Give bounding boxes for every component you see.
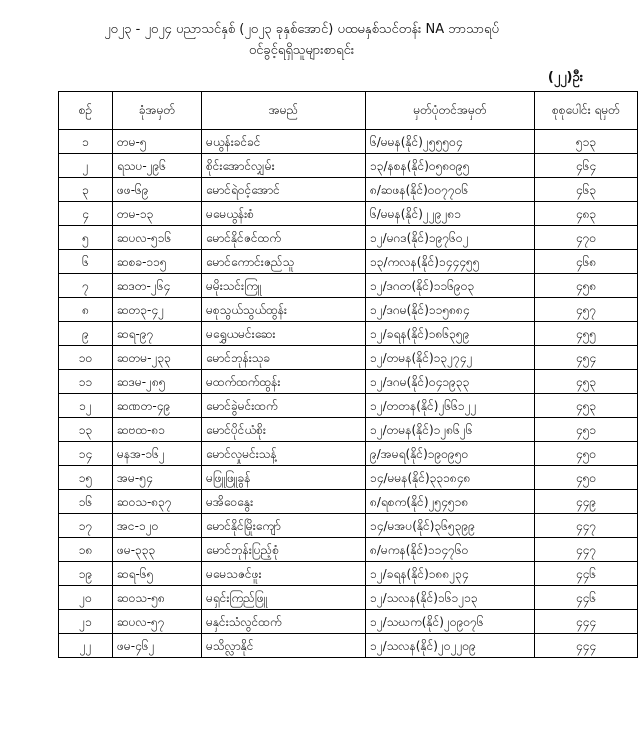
cell-name: မောင်နိုင်ဇင်ထက် [202, 226, 366, 250]
cell-name: မောင်ဘုန်းပြည့်စုံ [202, 538, 366, 562]
cell-nrc: ၁၂/ဒဂတ(နိုင်)၁၁၆၉၀၃ [366, 274, 535, 298]
table-body [59, 130, 638, 658]
cell-serial: ၃ [59, 178, 113, 202]
table-row [59, 346, 638, 370]
cell-roll-number: ဆတ၃-၄၂ [113, 298, 202, 322]
cell-nrc: ၁၄/မအပ(နိုင်)၃၆၅၃၉၉ [366, 514, 535, 538]
cell-serial: ၉ [59, 322, 113, 346]
cell-name: မောင်ခွဲမင်းထက် [202, 394, 366, 418]
cell-roll-number: အမ-၅၄ [113, 466, 202, 490]
table-row [59, 442, 638, 466]
cell-name: မောင်နိုင်မြိုးကျော် [202, 514, 366, 538]
cell-total-score: ၄၆၃ [535, 178, 638, 202]
table-row [59, 202, 638, 226]
cell-total-score: ၄၅၈ [535, 274, 638, 298]
cell-total-score: ၄၄၇ [535, 514, 638, 538]
cell-nrc: ၁၂/တတန(နိုင်)၂၆၆၁၂၂ [366, 394, 535, 418]
cell-total-score: ၄၄၄ [535, 610, 638, 634]
cell-serial: ၅ [59, 226, 113, 250]
cell-roll-number: ဆပလ-၅၇ [113, 610, 202, 634]
table-row [59, 154, 638, 178]
admission-table [58, 91, 638, 658]
cell-roll-number: ဆဝသ-၈၃၇ [113, 490, 202, 514]
cell-total-score: ၄၆၈ [535, 250, 638, 274]
cell-nrc: ၆/မမန(နိုင်)၂၂၉၂၈၁ [366, 202, 535, 226]
cell-total-score: ၄၇၀ [535, 226, 638, 250]
cell-serial: ၂၀ [59, 586, 113, 610]
cell-name: မစုသွယ်သွယ်ထွန်း [202, 298, 366, 322]
cell-total-score: ၄၅၀ [535, 466, 638, 490]
cell-serial: ၁၈ [59, 538, 113, 562]
cell-nrc: ၁၂/တမန(နိုင်)၁၂၈၆၂၆ [366, 418, 535, 442]
cell-total-score: ၄၄၄ [535, 634, 638, 658]
table-row [59, 418, 638, 442]
cell-serial: ၁၉ [59, 562, 113, 586]
cell-roll-number: ဆရ-၆၅ [113, 562, 202, 586]
cell-serial: ၁၃ [59, 418, 113, 442]
cell-name: မရွှေယမင်းဆေး [202, 322, 366, 346]
cell-nrc: ၈/ဆဖန(နိုင်)၀၀၇၇၀၆ [366, 178, 535, 202]
cell-name: မနှင်းသံလွင်ထက် [202, 610, 366, 634]
cell-roll-number: ဆစခ-၁၁၅ [113, 250, 202, 274]
column-header-roll-number: ခုံအမှတ် [113, 92, 202, 130]
table-row [59, 226, 638, 250]
cell-serial: ၈ [59, 298, 113, 322]
table-row [59, 250, 638, 274]
cell-name: မမေယွန်းစံ [202, 202, 366, 226]
table-row [59, 562, 638, 586]
table-header-row [59, 92, 638, 130]
cell-roll-number: ဖမ-၃၃၃ [113, 538, 202, 562]
cell-nrc: ၁၂/တမန(နိုင်)၁၃၂၇၄၂ [366, 346, 535, 370]
cell-serial: ၄ [59, 202, 113, 226]
cell-total-score: ၄၅၃ [535, 394, 638, 418]
column-header-total-score: စုစုပေါင်း ရမှတ် [535, 92, 638, 130]
cell-nrc: ၁၂/သလန(နိုင်)၁၆၁၂၁၃ [366, 586, 535, 610]
cell-serial: ၂၁ [59, 610, 113, 634]
cell-name: မောင်ကောင်းဇည်သူ [202, 250, 366, 274]
cell-total-score: ၄၆၄ [535, 154, 638, 178]
cell-roll-number: ဖမ-၄၆၂ [113, 634, 202, 658]
cell-total-score: ၄၅၇ [535, 298, 638, 322]
cell-serial: ၂ [59, 154, 113, 178]
table-row [59, 634, 638, 658]
cell-nrc: ၁၂/ခရန(နိုင်)၁၈၈၂၃၄ [366, 562, 535, 586]
cell-serial: ၁၅ [59, 466, 113, 490]
cell-nrc: ၁၂/ဒဂမ(နိုင်)၁၁၅၈၈၄ [366, 298, 535, 322]
cell-roll-number: ဖဖ-၆၉ [113, 178, 202, 202]
cell-nrc: ၁၂/သဃက(နိုင်)၂၀၉၀၇၆ [366, 610, 535, 634]
cell-roll-number: တမ-၅ [113, 130, 202, 154]
cell-name: စိုင်းအောင်လျှမ်း [202, 154, 366, 178]
cell-name: မောင်ရဲဝင့်အောင် [202, 178, 366, 202]
cell-nrc: ၁၂/မဂဒ(နိုင်)၁၉၇၆၀၂ [366, 226, 535, 250]
cell-roll-number: ဆဒတ-၂၆၄ [113, 274, 202, 298]
table-row [59, 130, 638, 154]
cell-nrc: ၁၃/ကလန(နိုင်)၁၄၄၄၅၅ [366, 250, 535, 274]
cell-nrc: ၆/မမန(နိုင်)၂၅၅၅၀၄ [366, 130, 535, 154]
cell-roll-number: ရသပ-၂၉၆ [113, 154, 202, 178]
cell-serial: ၁၆ [59, 490, 113, 514]
column-header-name: အမည် [202, 92, 366, 130]
cell-total-score: ၄၅၃ [535, 370, 638, 394]
cell-name: မောင်လှုမင်းသန့် [202, 442, 366, 466]
cell-roll-number: တမ-၁၃ [113, 202, 202, 226]
cell-total-score: ၄၅၄ [535, 346, 638, 370]
table-row [59, 490, 638, 514]
table-row [59, 298, 638, 322]
cell-name: မထက်ထက်ထွန်း [202, 370, 366, 394]
cell-total-score: ၄၅၁ [535, 418, 638, 442]
cell-total-score: ၄၈၃ [535, 202, 638, 226]
cell-total-score: ၄၄၆ [535, 586, 638, 610]
cell-nrc: ၁၂/ခရန(နိုင်)၁၈၆၃၅၉ [366, 322, 535, 346]
cell-serial: ၁၄ [59, 442, 113, 466]
cell-name: မအိဝေနွေး [202, 490, 366, 514]
document-title: ၂၀၂၃ - ၂၀၂၄ ပညာသင်နှစ် (၂၀၂၃ ခုနှစ်အောင်) ပထမနှစ်သင်တန်း NA ဘာသာရပ် [104, 22, 499, 37]
table-row [59, 178, 638, 202]
cell-serial: ၇ [59, 274, 113, 298]
table-row [59, 322, 638, 346]
table-row [59, 538, 638, 562]
cell-name: မမေသဇင်ဖူး [202, 562, 366, 586]
cell-roll-number: မနအ-၁၆၂ [113, 442, 202, 466]
cell-roll-number: ဆတမ-၂၃၃ [113, 346, 202, 370]
cell-name: မယွန်းခင်ခင် [202, 130, 366, 154]
cell-roll-number: အင-၁၂၀ [113, 514, 202, 538]
table-row [59, 394, 638, 418]
column-header-serial: စဉ် [59, 92, 113, 130]
cell-nrc: ၈/မကန(နိုင်)၁၁၄၇၆၀ [366, 538, 535, 562]
cell-total-score: ၄၄၆ [535, 562, 638, 586]
cell-serial: ၁၂ [59, 394, 113, 418]
cell-name: မောင်ဘုန်းသုခ [202, 346, 366, 370]
cell-serial: ၁ [59, 130, 113, 154]
cell-roll-number: ဆပလ-၅၁၆ [113, 226, 202, 250]
cell-nrc: ၉/အမရ(နိုင်)၁၉၀၉၅၀ [366, 442, 535, 466]
cell-serial: ၆ [59, 250, 113, 274]
document-subtitle: ဝင်ခွင့်ရရှိသူများစာရင်း [248, 43, 355, 58]
table-row [59, 586, 638, 610]
cell-nrc: ၈/ရစက(နိုင်)၂၅၄၅၁၈ [366, 490, 535, 514]
cell-roll-number: ဆဝသ-၅၈ [113, 586, 202, 610]
total-count: (၂၂)ဦး [547, 70, 583, 85]
cell-total-score: ၅၁၃ [535, 130, 638, 154]
table-row [59, 610, 638, 634]
table-row [59, 274, 638, 298]
cell-total-score: ၄၄၇ [535, 538, 638, 562]
cell-total-score: ၄၄၉ [535, 490, 638, 514]
cell-nrc: ၁၃/နစန(နိုင်)၀၅၈၀၉၅ [366, 154, 535, 178]
cell-nrc: ၁၂/သလန(နိုင်)၂၀၂၂၀၉ [366, 634, 535, 658]
cell-name: မသိလ္လာနိုင် [202, 634, 366, 658]
cell-serial: ၂၂ [59, 634, 113, 658]
cell-roll-number: ဆဒမ-၂၈၅ [113, 370, 202, 394]
table-row [59, 514, 638, 538]
cell-name: မရှင်းကြည်ဖြူ [202, 586, 366, 610]
table-row [59, 466, 638, 490]
cell-roll-number: ဆဗထ-၈၁ [113, 418, 202, 442]
cell-roll-number: ဆရ-၉၇ [113, 322, 202, 346]
cell-name: မမိုးသင်းကြူ [202, 274, 366, 298]
cell-roll-number: ဆဏတ-၄၉ [113, 394, 202, 418]
table-row [59, 370, 638, 394]
cell-serial: ၁၇ [59, 514, 113, 538]
cell-total-score: ၄၅၀ [535, 442, 638, 466]
cell-nrc: ၁၄/မမန(နိုင်)၃၃၁၈၄၈ [366, 466, 535, 490]
cell-nrc: ၁၂/ဒဂမ(နိုင်)၀၄၁၉၃၃ [366, 370, 535, 394]
cell-name: မောင်ပိုင်ယံစိုး [202, 418, 366, 442]
cell-serial: ၁၁ [59, 370, 113, 394]
cell-total-score: ၄၅၅ [535, 322, 638, 346]
column-header-nrc: မှတ်ပုံတင်အမှတ် [366, 92, 535, 130]
cell-serial: ၁၀ [59, 346, 113, 370]
cell-name: မဖြူဖြူခွန် [202, 466, 366, 490]
